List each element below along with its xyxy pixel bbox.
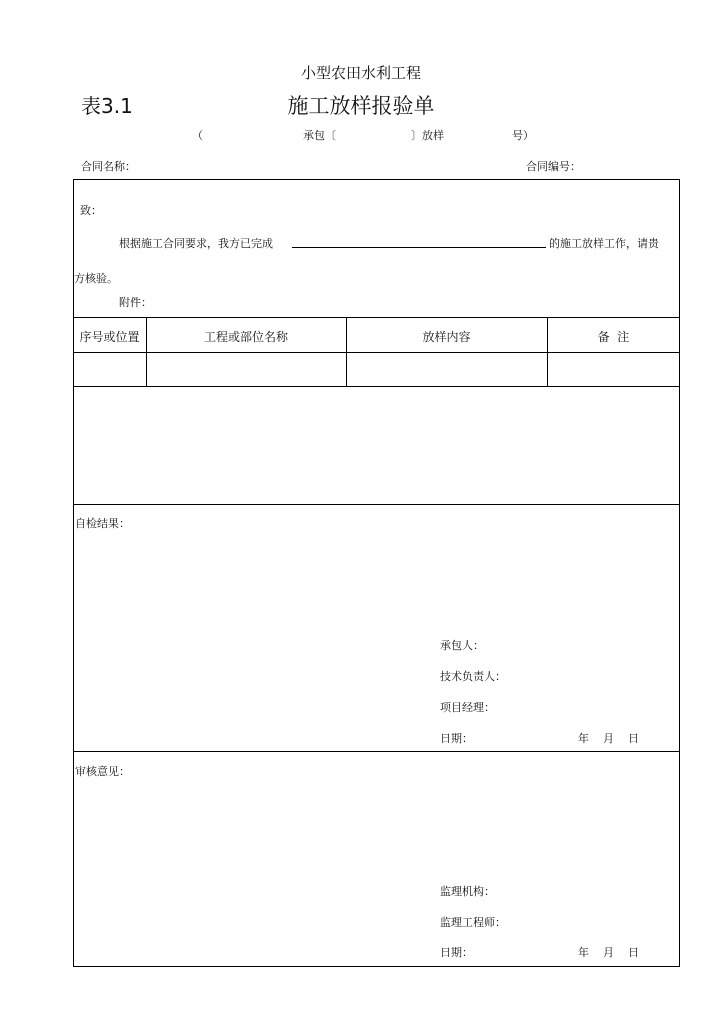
supervisor-org-label: 监理机构：: [440, 885, 495, 898]
tech-lead-label: 技术负责人：: [440, 670, 506, 683]
col-header-remarks: 备 注: [597, 330, 630, 344]
contractor-label: 承包人：: [440, 639, 484, 652]
contract-no-label: 合同编号：: [526, 160, 581, 173]
self-check-date-fields: 年 月 日: [578, 732, 639, 745]
review-label: 审核意见：: [75, 765, 130, 778]
col-header-content: 放样内容: [422, 330, 471, 344]
supervisor-engineer-label: 监理工程师：: [440, 916, 506, 929]
self-check-label: 自检结果：: [75, 517, 130, 530]
self-check-top-line: [73, 504, 680, 505]
work-fill-line[interactable]: [292, 247, 546, 248]
col-header-part-name: 工程或部位名称: [203, 330, 288, 344]
cell-content-input[interactable]: [347, 353, 547, 386]
to-label: 致：: [80, 204, 102, 217]
contract-name-label: 合同名称：: [81, 160, 136, 173]
cell-part-name-input[interactable]: [147, 353, 346, 386]
attachment-label: 附件：: [119, 296, 152, 309]
form-frame: [73, 179, 680, 967]
review-top-line: [73, 751, 680, 752]
doc-no-release-label: 〕放样: [411, 129, 444, 142]
review-date-fields: 年 月 日: [578, 946, 639, 959]
statement-suffix: 的施工放样工作，请贵: [549, 237, 659, 250]
col-header-seq: 序号或位置: [79, 330, 140, 344]
table-number: 表3.1: [81, 94, 133, 118]
page-title: 施工放样报验单: [287, 94, 435, 118]
table-top-line: [73, 317, 680, 318]
review-date-label: 日期：: [440, 946, 473, 959]
statement-line2: 方核验。: [74, 272, 118, 285]
cell-remarks-input[interactable]: [548, 353, 679, 386]
doc-no-number-label: 号）: [512, 129, 534, 142]
doc-no-open-paren: （: [192, 129, 203, 142]
sub-title: 小型农田水利工程: [300, 64, 421, 82]
table-bottom-line: [73, 386, 680, 387]
cell-seq-input[interactable]: [74, 353, 146, 386]
statement-prefix: 根据施工合同要求，我方已完成: [119, 237, 273, 250]
project-manager-label: 项目经理：: [440, 701, 495, 714]
doc-no-contractor-label: 承包〔: [303, 129, 336, 142]
self-check-date-label: 日期：: [440, 732, 473, 745]
